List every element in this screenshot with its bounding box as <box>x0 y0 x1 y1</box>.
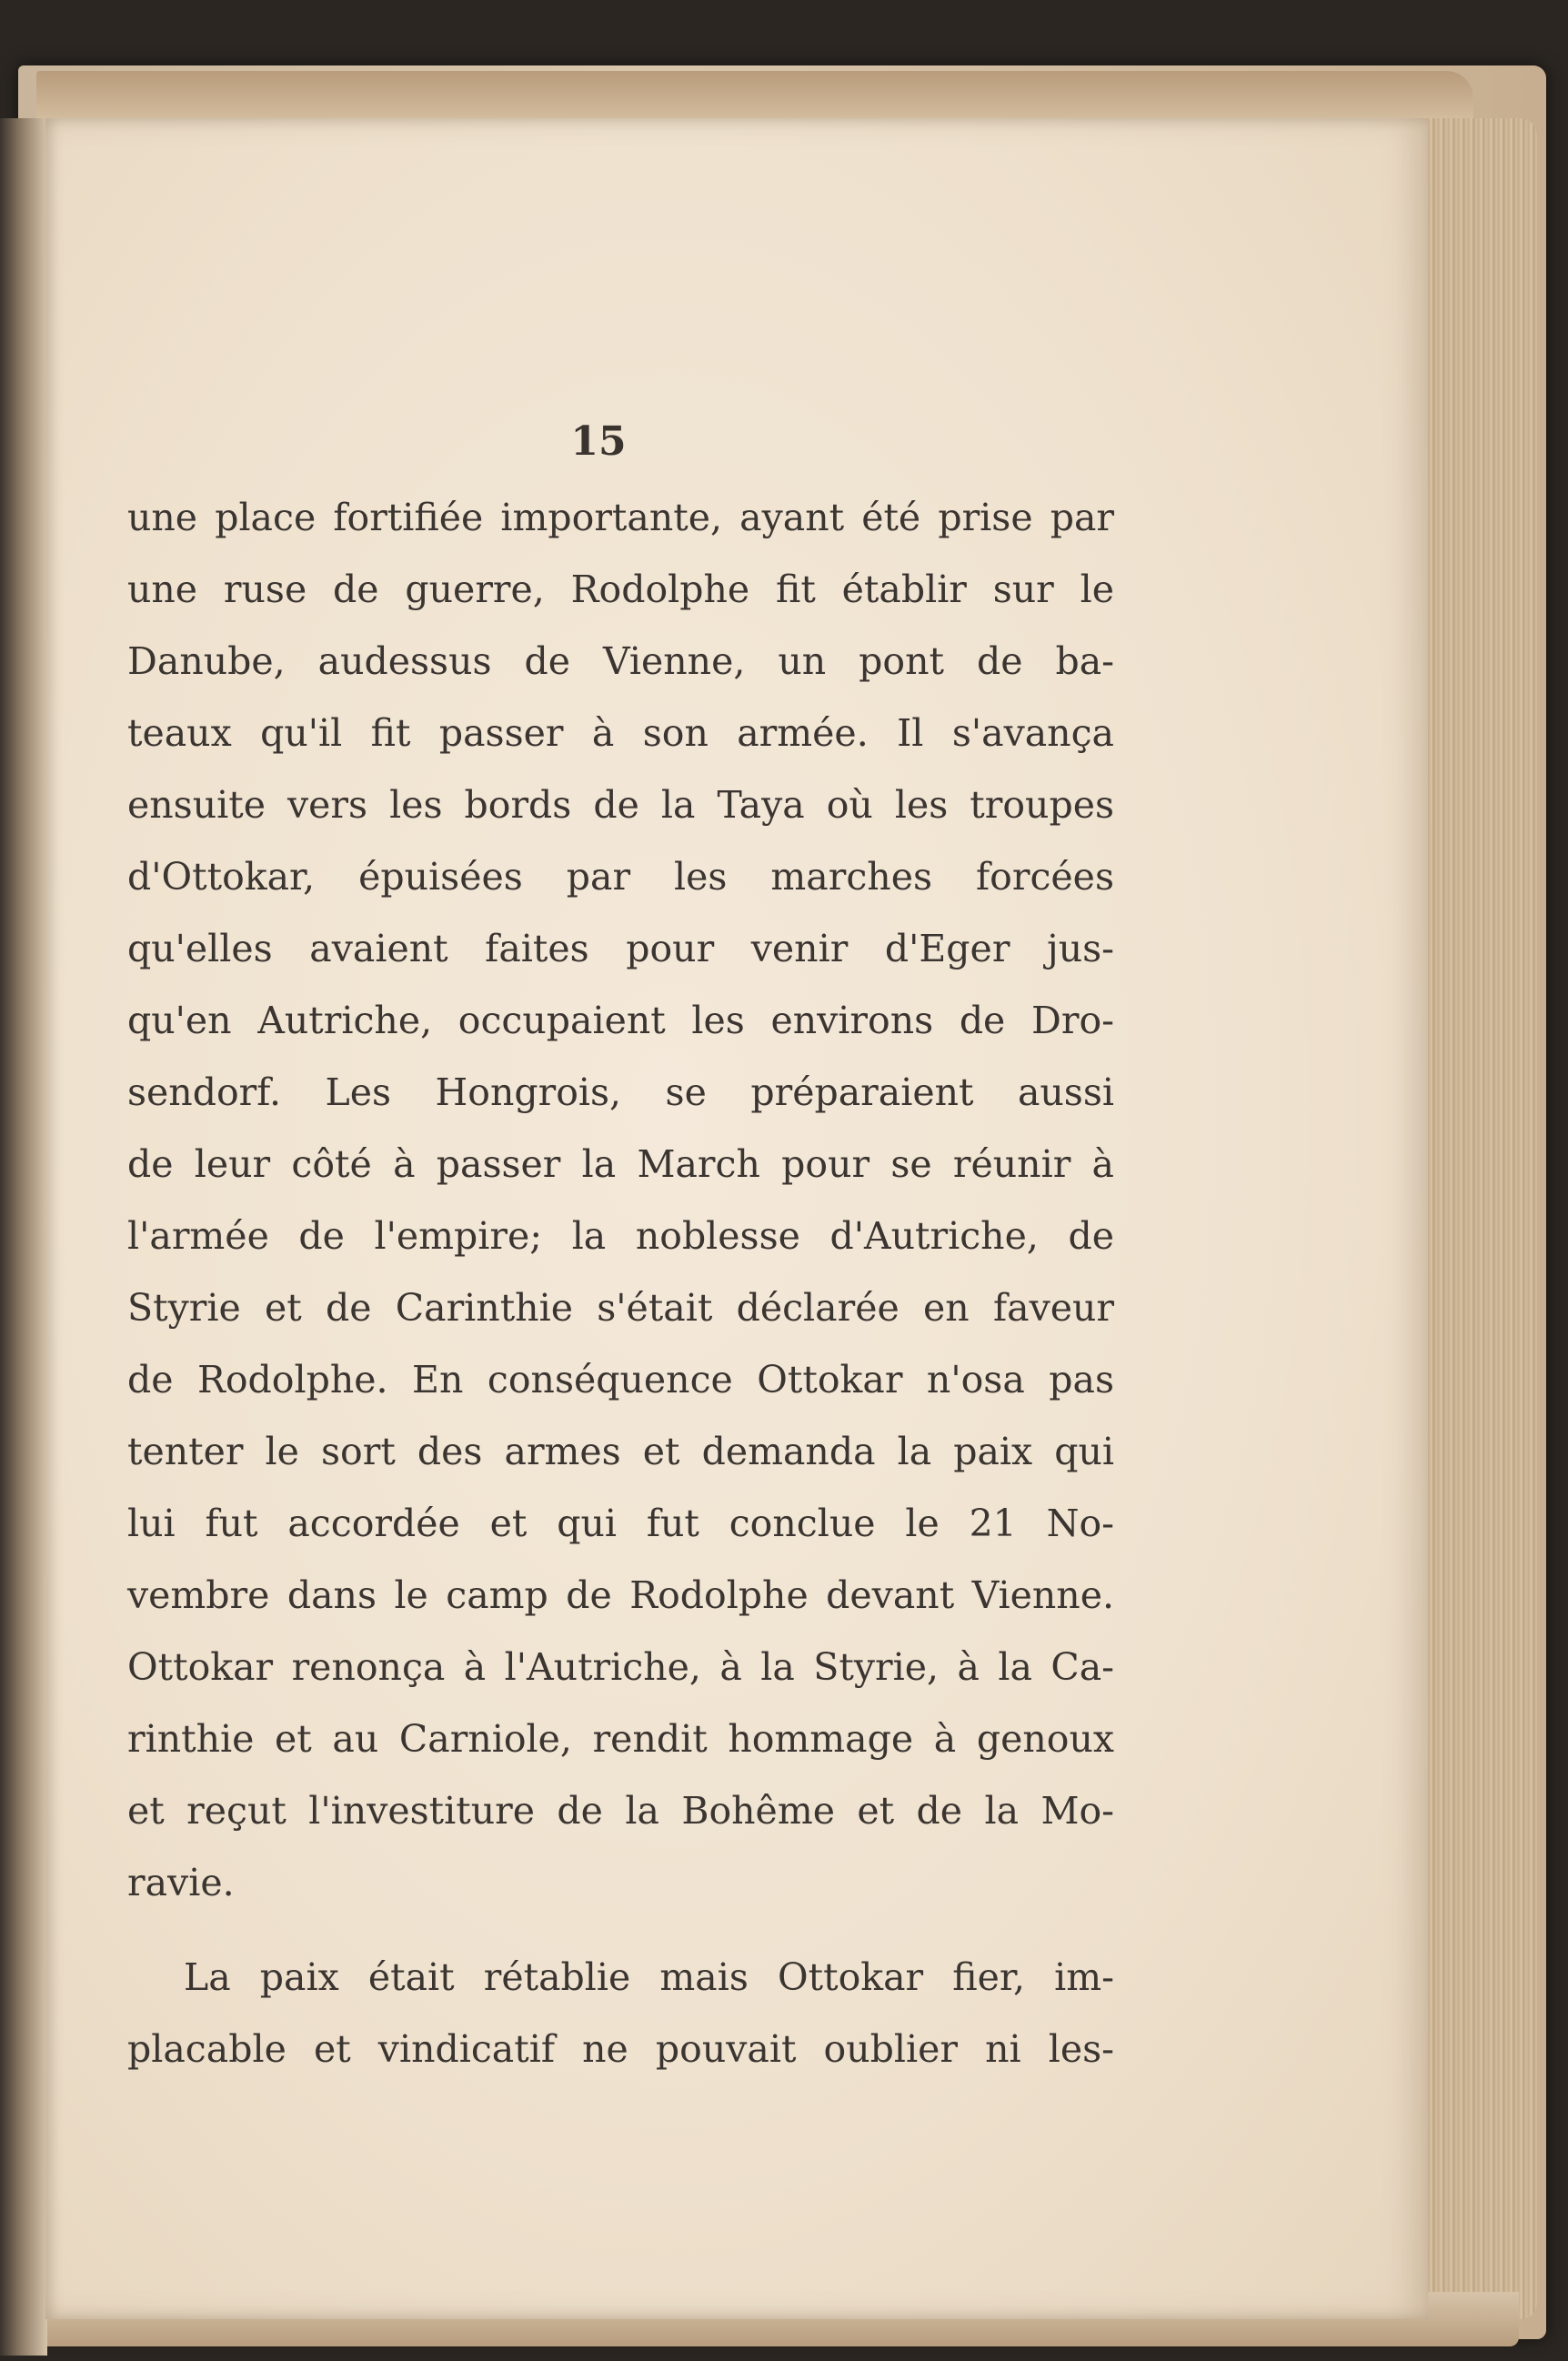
text-line: ravie. <box>127 1861 235 1904</box>
text-line: La paix était rétablie mais Ottokar fier, im- <box>184 1955 1114 1999</box>
text-line: placable et vindicatif ne pouvait oublier ni les- <box>127 2027 1114 2071</box>
text-line: l'armée de l'empire; la noblesse d'Autriche, de <box>127 1214 1114 1258</box>
page-sheet <box>45 118 1428 2319</box>
paragraph-gap <box>127 1919 1114 1942</box>
text-line: rinthie et au Carniole, rendit hommage à genoux <box>127 1717 1114 1761</box>
text-line: Danube, audessus de Vienne, un pont de ba- <box>127 639 1114 683</box>
text-line: qu'elles avaient faites pour venir d'Eger jus- <box>127 927 1114 970</box>
paragraph-2 <box>127 1942 1114 2085</box>
text-line: une ruse de guerre, Rodolphe fit établir sur le <box>127 568 1114 611</box>
right-page-edges <box>1419 118 1537 2319</box>
paragraph-1 <box>127 482 1114 1919</box>
text-line: teaux qu'il fit passer à son armée. Il s'avança <box>127 711 1114 755</box>
text-line: d'Ottokar, épuisées par les marches forcées <box>127 855 1114 899</box>
text-line: et reçut l'investiture de la Bohême et de la Mo- <box>127 1789 1114 1833</box>
text-line: sendorf. Les Hongrois, se préparaient aussi <box>127 1070 1114 1114</box>
text-line: Ottokar renonça à l'Autriche, à la Styrie, à la Ca- <box>127 1645 1114 1689</box>
text-line: Styrie et de Carinthie s'était déclarée en faveur <box>127 1286 1114 1330</box>
text-line: de Rodolphe. En conséquence Ottokar n'osa pas <box>127 1358 1114 1402</box>
text-line: tenter le sort des armes et demanda la paix qui <box>127 1430 1114 1473</box>
text-line: une place fortifiée importante, ayant été prise par <box>127 496 1114 539</box>
page-number: 15 <box>570 418 627 465</box>
body-text <box>127 482 1114 2085</box>
text-line: qu'en Autriche, occupaient les environs de Dro- <box>127 999 1114 1042</box>
text-line: ensuite vers les bords de la Taya où les troupes <box>127 783 1114 827</box>
text-line: lui fut accordée et qui fut conclue le 21 No- <box>127 1502 1114 1545</box>
text-line: de leur côté à passer la March pour se réunir à <box>127 1142 1114 1186</box>
text-line: vembre dans le camp de Rodolphe devant Vienne. <box>127 1573 1114 1617</box>
